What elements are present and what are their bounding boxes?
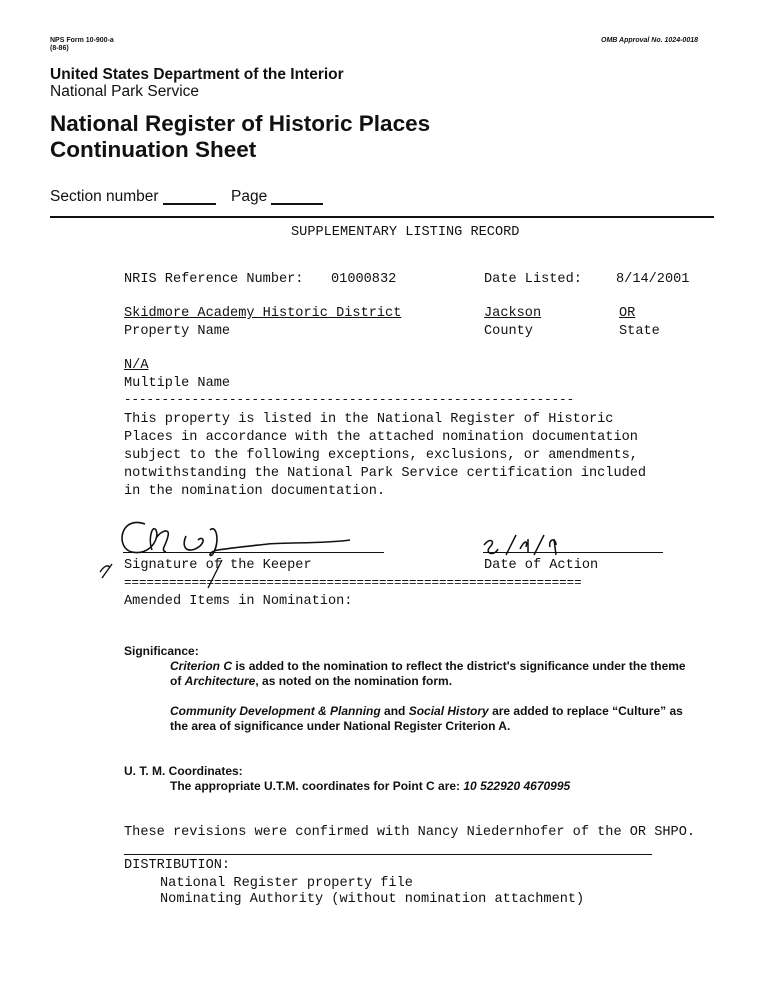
statement-line-3: subject to the following exceptions, exclusions, or amendments, (124, 448, 638, 463)
nris-label: NRIS Reference Number: (124, 272, 304, 287)
area-of-significance-line-2: the area of significance under National Register Criterion A. (170, 719, 511, 733)
significance-label: Significance: (124, 644, 199, 658)
agency: National Park Service (50, 83, 200, 100)
distribution-label: DISTRIBUTION: (124, 858, 231, 873)
multiple-name: N/A (124, 358, 149, 373)
signature-line (123, 552, 384, 553)
header-divider (50, 216, 714, 218)
date-listed-label: Date Listed: (484, 272, 582, 287)
signature-label: Signature of the Keeper (124, 558, 312, 573)
date-of-action-line (483, 552, 663, 553)
statement-line-1: This property is listed in the National Register of Historic (124, 412, 614, 427)
section-number-label: Section number (50, 188, 159, 205)
statement-line-5: in the nomination documentation. (124, 484, 386, 499)
amended-label: Amended Items in Nomination: (124, 594, 353, 609)
multiple-name-label: Multiple Name (124, 376, 231, 391)
page-subtitle: Continuation Sheet (50, 137, 257, 162)
significance-line-1: Criterion C is added to the nomination to reflect the district's significance under the theme (170, 659, 686, 673)
state-label: State (619, 324, 660, 339)
statement-line-4: notwithstanding the National Park Service certification included (124, 466, 647, 481)
omb-approval: OMB Approval No. 1024-0018 (601, 37, 698, 44)
state: OR (619, 306, 636, 321)
date-of-action-label: Date of Action (484, 558, 599, 573)
utm-line: The appropriate U.T.M. coordinates for Point C are: 10 522920 4670995 (170, 779, 571, 793)
distribution-item: Nominating Authority (without nomination attachment) (160, 892, 585, 907)
form-number: NPS Form 10-900-a (50, 37, 114, 44)
utm-label: U. T. M. Coordinates: (124, 764, 243, 778)
significance-line-2: of Architecture, as noted on the nomination form. (170, 674, 453, 688)
statement-line-2: Places in accordance with the attached nomination documentation (124, 430, 638, 445)
record-heading: SUPPLEMENTARY LISTING RECORD (291, 225, 520, 240)
nris-value: 01000832 (331, 272, 397, 287)
page-label: Page (231, 188, 268, 205)
department: United States Department of the Interior (50, 66, 344, 83)
county-label: County (484, 324, 533, 339)
form-date: (8-86) (50, 45, 69, 52)
section-number-field (163, 203, 216, 205)
page-title: National Register of Historic Places (50, 111, 431, 136)
date-listed-value: 8/14/2001 (616, 272, 690, 287)
equals-rule: ============================================================= (124, 576, 582, 590)
distribution-rule (124, 854, 652, 855)
property-name: Skidmore Academy Historic District (124, 306, 402, 321)
page-field (271, 203, 323, 205)
confirmation-note: These revisions were confirmed with Nancy Niedernhofer of the OR SHPO. (124, 825, 696, 840)
area-of-significance-line-1: Community Development & Planning and Social History are added to replace “Culture” as (170, 704, 683, 718)
property-name-label: Property Name (124, 324, 231, 339)
dash-rule: ------------------------------------------------------------ (124, 393, 575, 407)
distribution-item: National Register property file (160, 876, 413, 891)
county: Jackson (484, 306, 542, 321)
